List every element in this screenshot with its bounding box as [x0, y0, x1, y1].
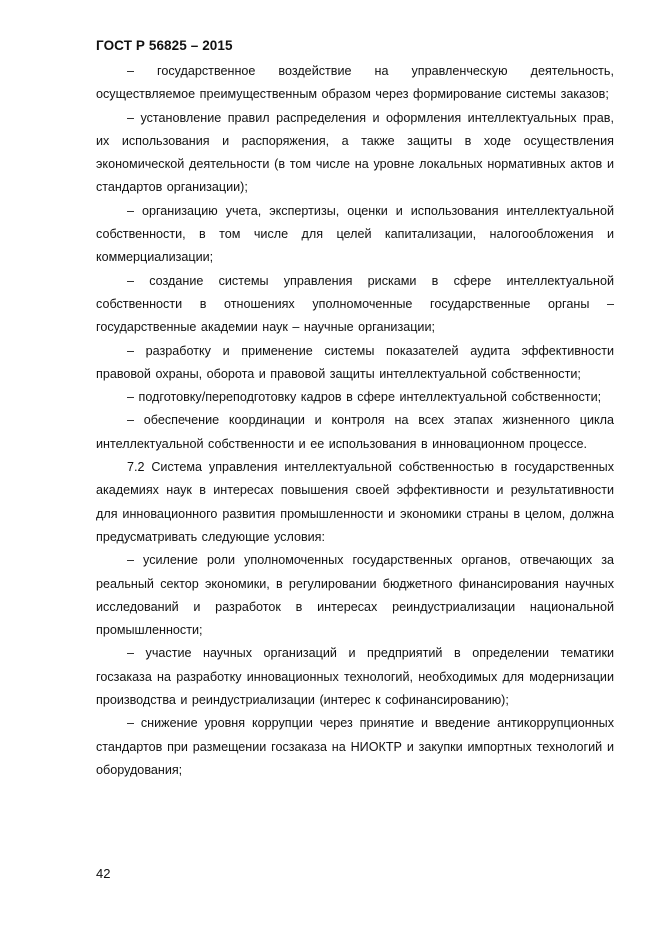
list-item-4: – создание системы управления рисками в сфере интеллектуальной собственности в отношениях уполномоченные государственные органы – государственные академии наук – научные организации;: [96, 273, 614, 335]
list-item-9: – участие научных организаций и предприятий в определении тематики госзаказа на разработку инновационных технологий, необходимых для модернизации производства и реиндустриализации (интерес к софинансированию);: [96, 646, 614, 708]
document-header: ГОСТ Р 56825 – 2015: [96, 38, 233, 53]
list-item-10: – снижение уровня коррупции через принятие и введение антикоррупционных стандартов при размещении госзаказа на НИОКТР и закупки импортных технологий и оборудования;: [96, 716, 614, 777]
page-number: 42: [96, 866, 111, 881]
list-item-8: – усиление роли уполномоченных государственных органов, отвечающих за реальный сектор экономики, в регулировании бюджетного финансирования научных исследований и разработок в интересах реиндустриализации национальной промышленности;: [96, 553, 614, 638]
list-item-1: – государственное воздействие на управленческую деятельность, осуществляемое преимущественным образом через формирование системы заказов;: [96, 64, 614, 102]
list-item-6: – подготовку/переподготовку кадров в сфере интеллектуальной собственности;: [127, 390, 602, 405]
list-item-5: – разработку и применение системы показателей аудита эффективности правовой охраны, оборота и правовой защиты интеллектуальной собственности;: [96, 343, 614, 381]
document-body: [96, 60, 614, 782]
list-item-2: – установление правил распределения и оформления интеллектуальных прав, их использования и распоряжения, а также защиты в ходе осуществления экономической деятельности (в том числе на уровне локальных нормативных актов и стандартов организации);: [96, 110, 614, 195]
list-item-3: – организацию учета, экспертизы, оценки и использования интеллектуальной собственности, в том числе для целей капитализации, налогообложения и коммерциализации;: [96, 203, 614, 265]
list-item-7: – обеспечение координации и контроля на всех этапах жизненного цикла интеллектуальной собственности и ее использования в инновационном процессе.: [96, 413, 614, 451]
section-7-2-paragraph: 7.2 Система управления интеллектуальной собственностью в государственных академиях наук в интересах повышения своей эффективности и результативности для инновационного развития промышленности и экономики страны в целом, должна предусматривать следующие условия:: [96, 460, 614, 544]
